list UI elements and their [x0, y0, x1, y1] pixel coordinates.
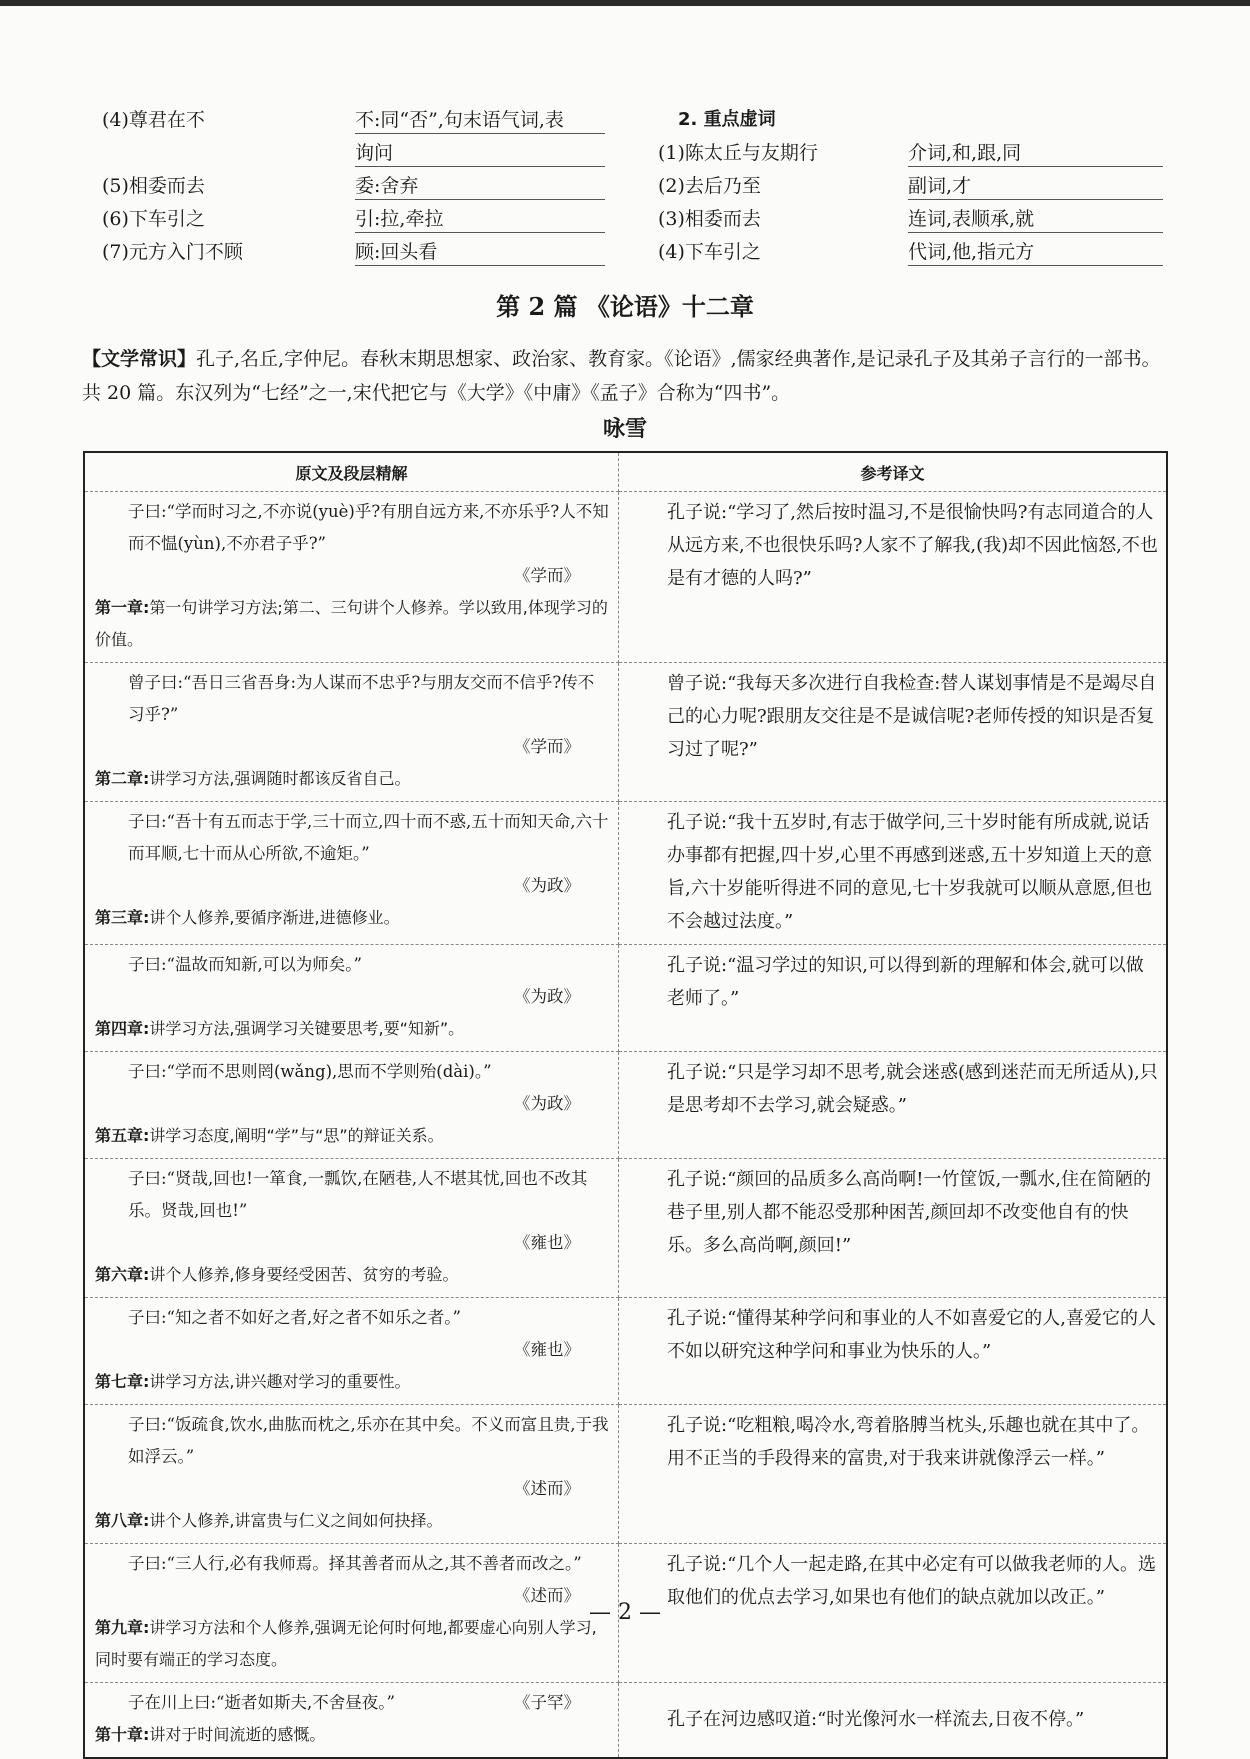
translation-text: 孔子说:“学习了,然后按时温习,不是很愉快吗?有志同道合的人从远方来,不也很快乐吗?人家不了解我,(我)却不因此恼怒,不也是有才德的人吗?”	[667, 502, 1158, 589]
translation-text: 孔子说:“颜回的品质多么高尚啊!一竹筐饭,一瓢水,住在简陋的巷子里,别人都不能忍受那种困苦,颜回却不改变他自有的快乐。多么高尚啊,颜回!”	[667, 1169, 1151, 1256]
chapter-label: 第七章:	[95, 1372, 150, 1391]
column-header-original: 原文及段层精解	[84, 452, 619, 492]
literature-note	[82, 342, 1162, 410]
source-label: 《雍也》	[514, 1233, 580, 1252]
translation-text: 孔子说:“温习学过的知识,可以得到新的理解和体会,就可以做老师了。”	[667, 955, 1144, 1009]
translation-text: 孔子说:“几个人一起走路,在其中必定有可以做我老师的人。选取他们的优点去学习,如果也有他们的缺点就加以改正。”	[667, 1554, 1156, 1608]
chapter-note: 讲学习方法,讲兴趣对学习的重要性。	[149, 1372, 411, 1391]
chapter-label: 第九章:	[95, 1618, 150, 1637]
source-label: 《为政》	[514, 1094, 580, 1113]
chapter-label: 第六章:	[95, 1265, 150, 1284]
original-text: 曾子曰:“吾日三省吾身:为人谋而不忠乎?与朋友交而不信乎?传不习乎?”	[128, 673, 595, 724]
page-number: — 2 —	[589, 1600, 661, 1625]
chapter-note: 讲学习方法和个人修养,强调无论何时何地,都要虚心向别人学习,同时要有端正的学习态度。	[95, 1618, 597, 1669]
translation-text: 孔子说:“懂得某种学问和事业的人不如喜爱它的人,喜爱它的人不如以研究这种学问和事业为快乐的人。”	[667, 1308, 1156, 1362]
chapter-note: 第一句讲学习方法;第二、三句讲个人修养。学以致用,体现学习的价值。	[95, 598, 608, 649]
chapter-note: 讲个人修养,讲富贵与仁义之间如何抉择。	[149, 1511, 443, 1530]
chapter-label: 第八章:	[95, 1511, 150, 1530]
chapter-note: 讲学习态度,阐明“学”与“思”的辩证关系。	[149, 1126, 444, 1145]
literature-label: 【文学常识】	[82, 348, 197, 370]
chapter-note: 讲学习方法,强调学习关键要思考,要“知新”。	[149, 1019, 465, 1038]
original-text: 子在川上曰:“逝者如斯夫,不舍昼夜。”	[128, 1693, 395, 1712]
original-text: 子曰:“温故而知新,可以为师矣。”	[128, 955, 362, 974]
chapter-label: 第三章:	[95, 908, 150, 927]
chapter-label: 第十章:	[95, 1725, 150, 1744]
chapter-note: 讲学习方法,强调随时都该反省自己。	[149, 769, 411, 788]
section-title: 咏雪	[602, 417, 647, 442]
original-text: 子曰:“吾十有五而志于学,三十而立,四十而不惑,五十而知天命,六十而耳顺,七十而从心所欲,不逾矩。”	[128, 812, 609, 863]
chapter-label: 第五章:	[95, 1126, 150, 1145]
table-row	[84, 492, 1167, 663]
table-row	[84, 1683, 1167, 1759]
table-row	[84, 1159, 1167, 1298]
column-header-translation: 参考译文	[619, 452, 1168, 492]
table-row	[84, 1298, 1167, 1405]
chapter-note: 讲个人修养,修身要经受困苦、贫穷的考验。	[149, 1265, 459, 1284]
chapter-label: 第四章:	[95, 1019, 150, 1038]
source-label: 《学而》	[514, 566, 580, 585]
table-row	[84, 945, 1167, 1052]
translation-text: 孔子说:“我十五岁时,有志于做学问,三十岁时能有所成就,说话办事都有把握,四十岁,心里不再感到迷惑,五十岁知道上天的意旨,六十岁能听得进不同的意见,七十岁我就可以顺从意愿,但也不会越过法度。”	[667, 812, 1153, 932]
section-heading: 2. 重点虚词	[678, 109, 776, 130]
source-label: 《为政》	[514, 987, 580, 1006]
table-row	[84, 663, 1167, 802]
chapter-note: 讲个人修养,要循序渐进,进德修业。	[149, 908, 400, 927]
table-row	[84, 1405, 1167, 1544]
top-border	[0, 0, 1250, 6]
translation-text: 曾子说:“我每天多次进行自我检查:替人谋划事情是不是竭尽自己的心力呢?跟朋友交往是不是诚信呢?老师传授的知识是否复习过了呢?”	[667, 673, 1157, 760]
source-label: 《为政》	[514, 876, 580, 895]
literature-text: 孔子,名丘,字仲尼。春秋末期思想家、政治家、教育家。《论语》,儒家经典著作,是记录孔子及其弟子言行的一部书。共 20 篇。东汉列为“七经”之一,宋代把它与《大学》《中庸》《孟子》合称为“四书”。	[82, 348, 1161, 404]
source-label: 《述而》	[514, 1479, 580, 1498]
chapter-label: 第二章:	[95, 769, 150, 788]
table-row	[84, 802, 1167, 945]
source-label: 《学而》	[514, 737, 580, 756]
table-row	[84, 1052, 1167, 1159]
vocab-section: (4)尊君在不 不:同“否”,句末语气词,表 询问 (5)相委而去 委:舍弃 (6)下车引之 引:拉,牵拉 (7)元方入门不顾 顾:回头看 2. 重点虚词 (1)陈太丘与友期行 介词,和,跟,同 (2)去后乃至 副词,才 (3)相委而去 连词,表顺承,就 (4)下车引之 代词,他,指元方	[90, 105, 1170, 275]
chapter-label: 第一章:	[95, 598, 150, 617]
original-text: 子曰:“学而时习之,不亦说(yuè)乎?有朋自远方来,不亦乐乎?人不知而不愠(yùn),不亦君子乎?”	[128, 502, 609, 553]
source-label: 《雍也》	[514, 1340, 580, 1359]
translation-text: 孔子说:“吃粗粮,喝冷水,弯着胳膊当枕头,乐趣也就在其中了。用不正当的手段得来的富贵,对于我来讲就像浮云一样。”	[667, 1415, 1150, 1469]
translation-text: 孔子在河边感叹道:“时光像河水一样流去,日夜不停。”	[667, 1708, 1085, 1730]
original-text: 子曰:“三人行,必有我师焉。择其善者而从之,其不善者而改之。”	[128, 1554, 582, 1573]
original-text: 子曰:“知之者不如好之者,好之者不如乐之者。”	[128, 1308, 461, 1327]
original-text: 子曰:“学而不思则罔(wǎng),思而不学则殆(dài)。”	[128, 1062, 492, 1081]
original-text: 子曰:“贤哉,回也!一箪食,一瓢饮,在陋巷,人不堪其忧,回也不改其乐。贤哉,回也!”	[128, 1169, 588, 1220]
original-text: 子曰:“饭疏食,饮水,曲肱而枕之,乐亦在其中矣。不义而富且贵,于我如浮云。”	[128, 1415, 609, 1466]
table-header	[84, 452, 1167, 492]
chapter-note: 讲对于时间流逝的感慨。	[149, 1725, 326, 1744]
source-label: 《述而》	[514, 1586, 580, 1605]
translation-text: 孔子说:“只是学习却不思考,就会迷惑(感到迷茫而无所适从),只是思考却不去学习,就会疑惑。”	[667, 1062, 1158, 1116]
text-table	[83, 451, 1168, 1759]
source-label: 《子罕》	[514, 1693, 580, 1712]
page-title: 第 2 篇 《论语》十二章	[496, 292, 754, 321]
